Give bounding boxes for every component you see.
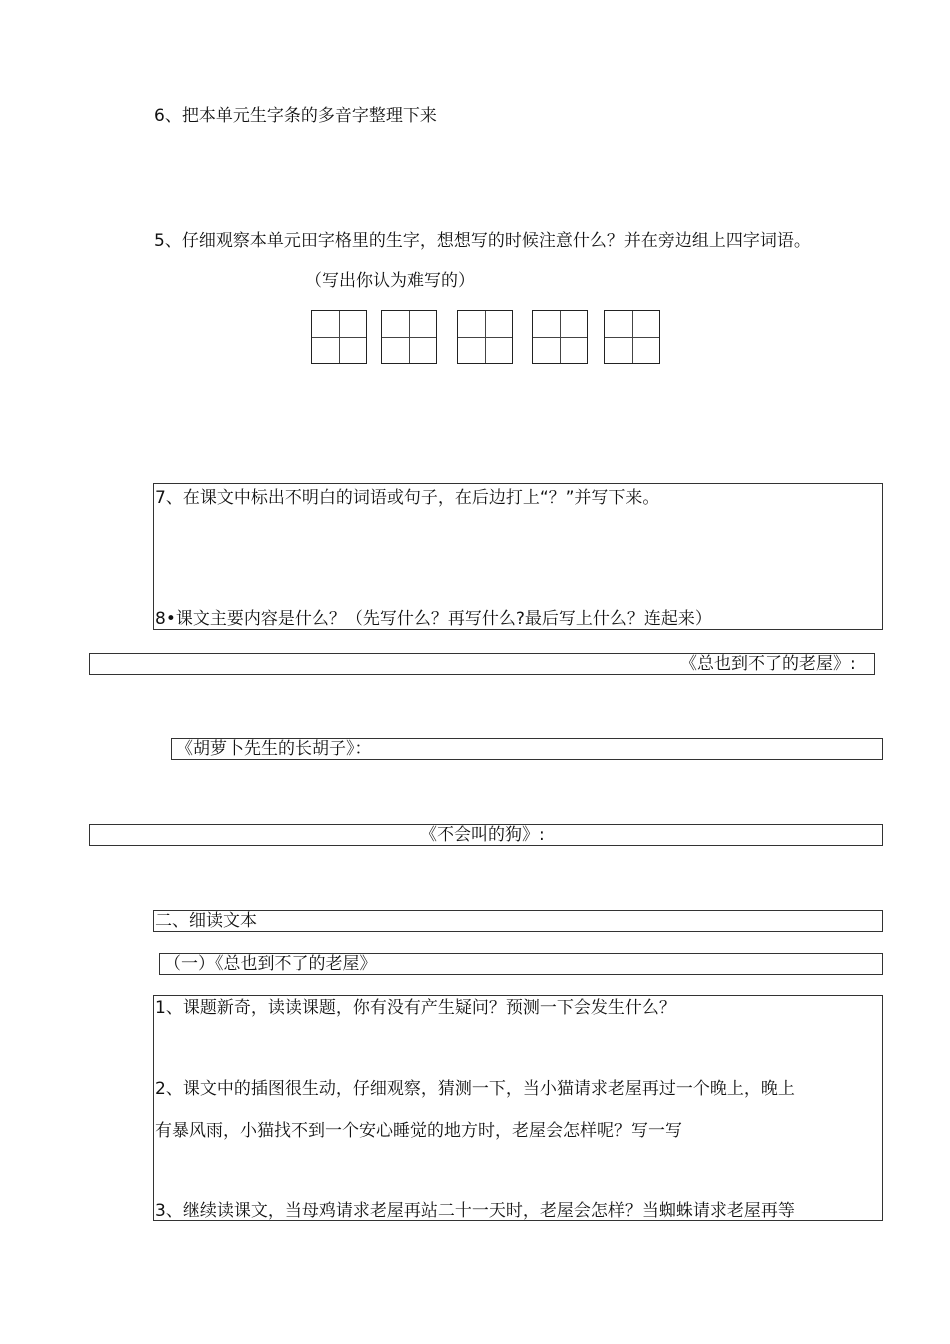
- section-2-heading-box: [153, 910, 883, 932]
- tianzige-box-2[interactable]: [381, 310, 437, 364]
- question-5-note: （写出你认为难写的）: [305, 271, 475, 291]
- reading-question-1: 1、课题新奇，读读课题，你有没有产生疑问？预测一下会发生什么？: [155, 998, 676, 1018]
- reading-question-3: 3、继续读课文，当母鸡请求老屋再站二十一天时，老屋会怎样？当蜘蛛请求老屋再等: [155, 1201, 795, 1221]
- tianzige-box-5[interactable]: [604, 310, 660, 364]
- story-2-title: 《胡萝卜先生的长胡子》：: [176, 739, 372, 759]
- reading-question-2-line-1: 2、课文中的插图很生动，仔细观察，猜测一下，当小猫请求老屋再过一个晚上，晚上: [155, 1079, 795, 1099]
- reading-question-2-line-2: 有暴风雨，小猫找不到一个安心睡觉的地方时，老屋会怎样呢？写一写: [155, 1121, 682, 1141]
- tianzige-box-3[interactable]: [457, 310, 513, 364]
- reading-questions-box[interactable]: [153, 995, 883, 1221]
- story-1-title: 《总也到不了的老屋》:: [680, 654, 856, 674]
- question-6: 6、把本单元生字条的多音字整理下来: [154, 106, 437, 126]
- tianzige-box-4[interactable]: [532, 310, 588, 364]
- question-5: 5、仔细观察本单元田字格里的生字，想想写的时候注意什么？并在旁边组上四字词语。: [154, 231, 811, 251]
- tianzige-box-1[interactable]: [311, 310, 367, 364]
- section-2-heading: 二、细读文本: [155, 911, 257, 931]
- story-3-title: 《不会叫的狗》:: [420, 825, 545, 845]
- question-7: 7、在课文中标出不明白的词语或句子，在后边打上“？”并写下来。: [155, 488, 660, 508]
- question-8: 8•课文主要内容是什么？（先写什么？再写什么?最后写上什么？连起来）: [155, 609, 712, 629]
- subsection-1-heading: （一）《总也到不了的老屋》: [164, 954, 377, 974]
